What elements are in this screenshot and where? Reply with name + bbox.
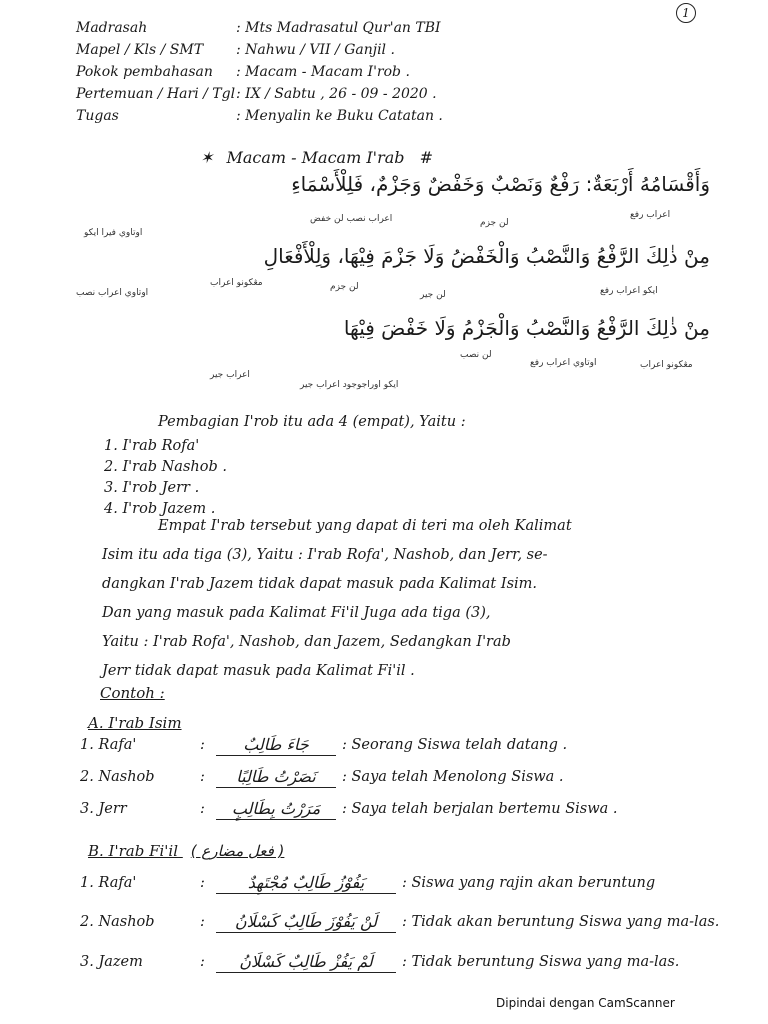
- header-label: Madrasah: [76, 20, 148, 36]
- gloss: اعراب رفع: [630, 210, 671, 220]
- gloss: اعراب جير: [210, 370, 250, 380]
- header-row-pokok: [76, 58, 636, 80]
- header-value: : Macam - Macam I'rob .: [236, 64, 636, 80]
- section-a-heading: A. I'rab Isim: [88, 714, 182, 732]
- example-colon: :: [200, 769, 205, 785]
- gloss: ايكو اعراب رفع: [600, 286, 658, 296]
- arabic-line-1: وَأَقْسَامُهُ أَرْبَعَةٌ: رَفْعٌ وَنَصْبٌ وَخَفْضٌ وَجَزْمٌ، فَلِلْأَسْمَاءِ: [291, 172, 710, 196]
- paragraph-line: Dan yang masuk pada Kalimat Fi'il Juga ada tiga (3),: [102, 605, 491, 621]
- paragraph-line: Yaitu : I'rab Rofa', Nashob, dan Jazem, Sedangkan I'rab: [102, 634, 511, 650]
- header-block: [76, 14, 636, 124]
- header-label: Tugas: [76, 108, 119, 124]
- scanner-watermark: Dipindai dengan CamScanner: [496, 996, 675, 1010]
- paragraph: [102, 512, 702, 686]
- example-row: [80, 794, 720, 824]
- example-label: 2. Nashob: [80, 914, 155, 930]
- list-item: 4. I'rob Jazem .: [104, 501, 216, 517]
- example-arabic: مَرَرْتُ بِطَالِبٍ: [216, 799, 336, 820]
- gloss: مڠكونو اعراب: [210, 278, 263, 288]
- paragraph-line: Isim itu ada tiga (3), Yaitu : I'rab Rofa', Nashob, dan Jerr, se-: [102, 547, 548, 563]
- example-meaning: : Saya telah berjalan bertemu Siswa .: [336, 801, 720, 817]
- example-meaning: : Tidak akan beruntung Siswa yang ma-las.: [396, 914, 720, 931]
- example-arabic: نَصَرْتُ طَالِبًا: [216, 767, 336, 788]
- gloss: اعراب نصب لن خفض: [310, 214, 393, 224]
- page-number: 1: [676, 3, 696, 23]
- paragraph-line: dangkan I'rab Jazem tidak dapat masuk pada Kalimat Isim.: [102, 576, 537, 592]
- example-meaning: : Tidak beruntung Siswa yang ma-las.: [396, 954, 720, 971]
- header-row-mapel: [76, 36, 636, 58]
- example-colon: :: [200, 954, 205, 970]
- example-meaning: : Siswa yang rajin akan beruntung: [396, 875, 720, 891]
- gloss: لن نصب: [460, 350, 492, 360]
- header-row-tugas: [76, 102, 636, 124]
- example-label: 1. Rafa': [80, 875, 137, 891]
- example-row: [80, 868, 720, 898]
- example-colon: :: [200, 801, 205, 817]
- example-label: 3. Jazem: [80, 954, 143, 970]
- example-arabic: لَنْ يَفُوْزَ طَالِبٌ كَسْلَانُ: [216, 912, 396, 933]
- paragraph-line: Empat I'rab tersebut yang dapat di teri ma oleh Kalimat: [158, 518, 572, 534]
- example-colon: :: [200, 914, 205, 930]
- example-row: [80, 730, 720, 760]
- header-row-pertemuan: [76, 80, 636, 102]
- example-colon: :: [200, 875, 205, 891]
- section-b-heading: [88, 842, 284, 860]
- header-value: : Nahwu / VII / Ganjil .: [236, 42, 636, 58]
- section-b-heading-arabic: ( فعل مضارع ): [190, 842, 285, 860]
- list-item: 3. I'rob Jerr .: [104, 480, 200, 496]
- gloss: اوتاوي اعراب نصب: [76, 288, 149, 298]
- gloss: لن جزم: [330, 282, 359, 292]
- arabic-line-3: مِنْ ذٰلِكَ الرَّفْعُ وَالنَّصْبُ وَالْجَزْمُ وَلَا خَفْضَ فِيْهَا: [343, 316, 710, 340]
- section-b-heading-text: B. I'rab Fi'il: [88, 842, 179, 860]
- header-label: Mapel / Kls / SMT: [76, 42, 204, 58]
- page-title: [200, 148, 433, 167]
- example-arabic: لَمْ يَفُزْ طَالِبٌ كَسْلَانُ: [216, 952, 396, 973]
- example-row: [80, 944, 720, 980]
- example-arabic: يَفُوْزُ طَالِبٌ مُجْتَهِدٌ: [216, 873, 396, 894]
- example-arabic: جَاءَ طَالِبٌ: [216, 735, 336, 756]
- arabic-line-2: مِنْ ذٰلِكَ الرَّفْعُ وَالنَّصْبُ وَالْخَفْضُ وَلَا جَزْمَ فِيْهَا، وَلِلْأَفْعَالِ: [263, 244, 710, 268]
- example-row: [80, 762, 720, 792]
- header-label: Pertemuan / Hari / Tgl: [76, 86, 236, 102]
- list-item: 2. I'rab Nashob .: [104, 459, 227, 475]
- example-meaning: : Seorang Siswa telah datang .: [336, 737, 720, 753]
- gloss: لن جير: [420, 290, 446, 300]
- paragraph-line: Jerr tidak dapat masuk pada Kalimat Fi'il .: [102, 663, 415, 679]
- title-text: Macam - Macam I'rab: [226, 148, 405, 167]
- example-colon: :: [200, 737, 205, 753]
- list-item: 1. I'rab Rofa': [104, 438, 200, 454]
- gloss: اوتاوي اعراب رفع: [530, 358, 597, 368]
- pembagian-list: [104, 436, 704, 520]
- pembagian-intro: Pembagian I'rob itu ada 4 (empat), Yaitu :: [158, 414, 466, 430]
- gloss: لن جزم: [480, 218, 509, 228]
- header-value: : Menyalin ke Buku Catatan .: [236, 108, 636, 124]
- star-icon: ✶: [200, 148, 214, 167]
- contoh-heading: Contoh :: [100, 684, 165, 702]
- gloss: اوتاوي فيرا ايكو: [84, 228, 143, 238]
- header-row-madrasah: [76, 14, 636, 36]
- header-value: : IX / Sabtu , 26 - 09 - 2020 .: [236, 86, 636, 102]
- header-value: : Mts Madrasatul Qur'an TBI: [236, 20, 636, 36]
- title-end-mark: #: [419, 148, 433, 167]
- header-label: Pokok pembahasan: [76, 64, 213, 80]
- example-label: 1. Rafa': [80, 737, 137, 753]
- example-row: [80, 904, 720, 940]
- example-label: 3. Jerr: [80, 801, 127, 817]
- gloss: ايكو اوراجوجود اعراب جير: [300, 380, 399, 390]
- example-label: 2. Nashob: [80, 769, 155, 785]
- gloss: مڠكونو اعراب: [640, 360, 693, 370]
- example-meaning: : Saya telah Menolong Siswa .: [336, 769, 720, 785]
